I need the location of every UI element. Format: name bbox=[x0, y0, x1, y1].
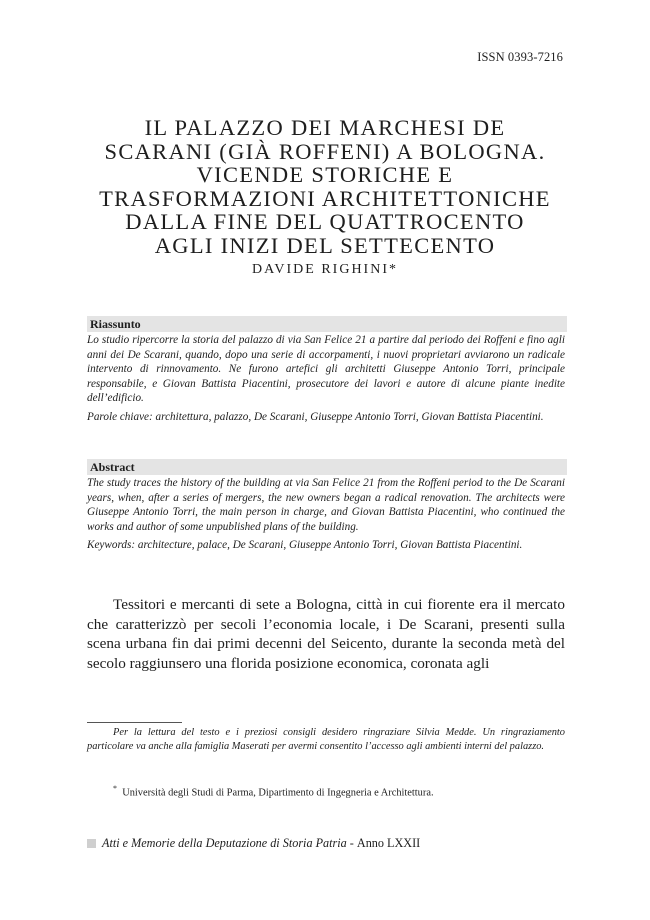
abstract-heading: Abstract bbox=[87, 459, 567, 475]
author-name: DAVIDE RIGHINI* bbox=[251, 262, 398, 277]
acknowledgement-text: Per la lettura del testo e i preziosi consigli desidero ringraziare Silvia Medde. Un ringraziamento particolare va anche alla famiglia Maserati per avermi consentito l’accesso agli ambienti interni del palazzo. bbox=[87, 727, 565, 752]
affiliation-text: Università degli Studi di Parma, Dipartimento di Ingegneria e Architettura. bbox=[122, 787, 434, 799]
abstract-text: The study traces the history of the building at via San Felice 21 from the Roffeni period to the De Scarani years, when, after a series of mergers, the new owners began a radical renovation. The architects were Giuseppe Antonio Torri, the main person in charge, and Giovan Battista Piacentini, who continued the works and author of some unpublished plans of the building. bbox=[87, 477, 565, 533]
riassunto-heading: Riassunto bbox=[87, 316, 567, 332]
journal-issue: Anno LXXII bbox=[356, 836, 421, 850]
body-text bbox=[87, 595, 565, 673]
title-line: TRASFORMAZIONI ARCHITETTONICHE bbox=[99, 185, 551, 211]
footnote-rule bbox=[87, 722, 182, 723]
riassunto-text: Lo studio ripercorre la storia del palazzo di via San Felice 21 a partire dal periodo dei Roffeni e fino agli anni dei De Scarani, quando, dopo una serie di accorpamenti, i nuovi proprietari avviarono un radicale intervento di rinnovamento. Ne furono artefici gli architetti Giuseppe Antonio Torri, principale responsabile, e Giovan Battista Piacentini, prosecutore dei lavori e autore di alcune piante inedite dell’edificio. bbox=[87, 334, 565, 405]
title-line: VICENDE STORICHE E bbox=[196, 162, 454, 188]
article-title bbox=[60, 116, 590, 258]
title-line: IL PALAZZO DEI MARCHESI DE bbox=[144, 115, 506, 140]
body-paragraph: Tessitori e mercanti di sete a Bologna, città in cui fiorente era il mercato che caratterizzò per secoli l’economia locale, i De Scarani, presenti sulla scena urbana fin dai primi decenni del Seicento, durante la seconda metà del secolo raggiunsero una florida posizione economica, coronata agli bbox=[87, 596, 565, 672]
affiliation-footnote bbox=[87, 782, 565, 800]
footer-separator: - bbox=[346, 836, 357, 850]
riassunto-block bbox=[87, 333, 565, 425]
abstract-keywords: Keywords: architecture, palace, De Scarani, Giuseppe Antonio Torri, Giovan Battista Piacentini. bbox=[87, 539, 523, 552]
issn-label: ISSN 0393-7216 bbox=[477, 50, 563, 64]
riassunto-keywords: Parole chiave: architettura, palazzo, De Scarani, Giuseppe Antonio Torri, Giovan Battista Piacentini. bbox=[87, 410, 544, 423]
page-footer bbox=[87, 836, 420, 851]
title-line: DALLA FINE DEL QUATTROCENTO bbox=[125, 209, 525, 235]
acknowledgement-footnote bbox=[87, 726, 565, 754]
affiliation-mark: * bbox=[113, 784, 117, 793]
title-line: SCARANI (GIÀ ROFFENI) A BOLOGNA. bbox=[104, 138, 546, 164]
footer-square-icon bbox=[87, 839, 96, 848]
journal-name: Atti e Memorie della Deputazione di Storia Patria bbox=[102, 836, 347, 850]
abstract-block bbox=[87, 476, 565, 553]
title-line: AGLI INIZI DEL SETTECENTO bbox=[154, 232, 496, 258]
